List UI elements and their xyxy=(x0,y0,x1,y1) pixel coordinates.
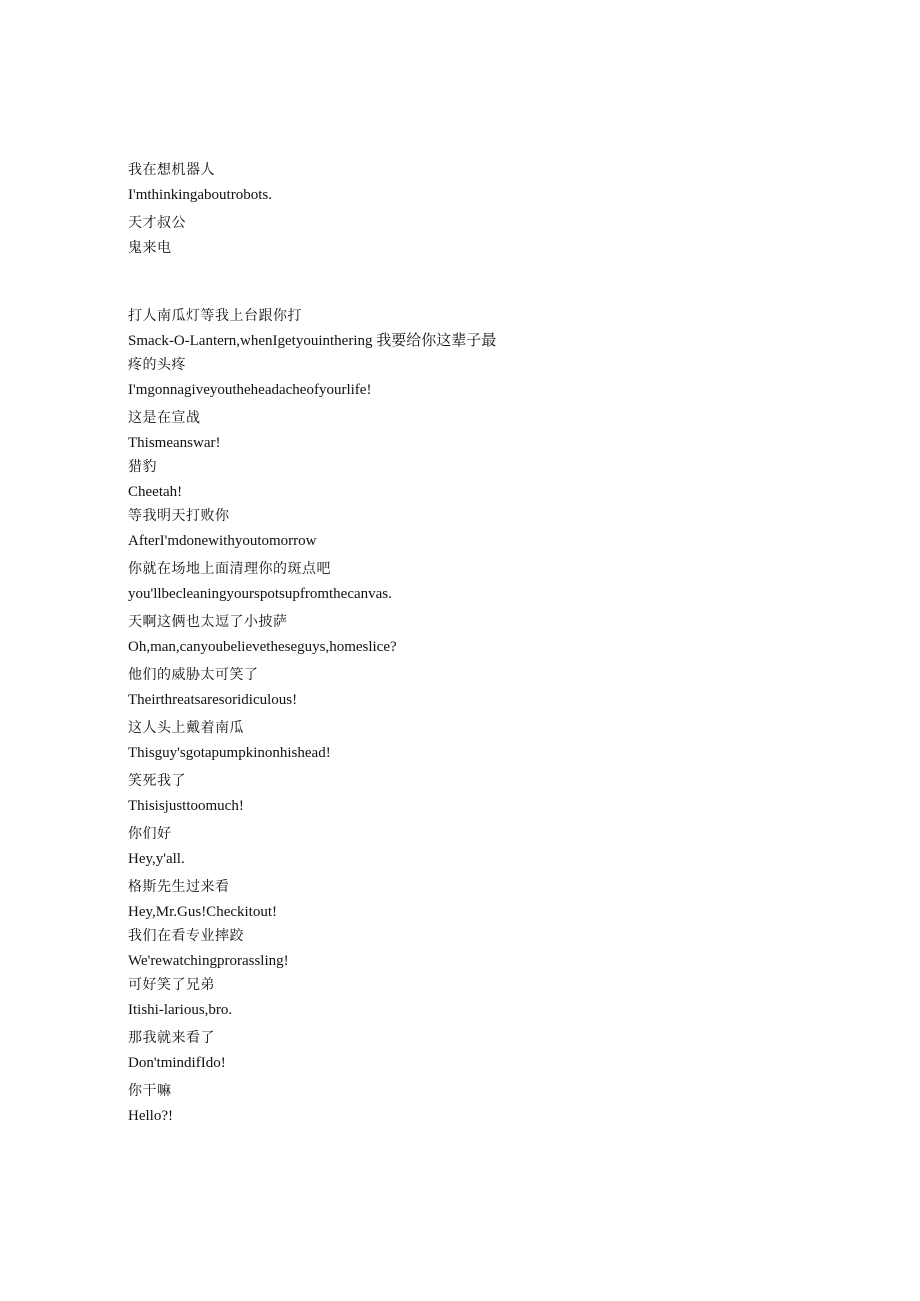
text-line: Itishi-larious,bro. xyxy=(128,1001,233,1018)
text-line: Theirthreatsaresoridiculous! xyxy=(128,691,298,708)
text-line: 打人南瓜灯等我上台跟你打 xyxy=(128,308,302,324)
text-line: 格斯先生过来看 xyxy=(128,879,230,895)
text-line: I'mthinkingaboutrobots. xyxy=(128,186,272,203)
text-line: Cheetah! xyxy=(128,483,183,500)
text-line: 这人头上戴着南瓜 xyxy=(128,720,244,736)
text-line: 可好笑了兄弟 xyxy=(128,977,215,993)
text-line: Hey,y'all. xyxy=(128,850,185,867)
subtitle-text-block xyxy=(128,158,548,1128)
text-line: 你就在场地上面清理你的斑点吧 xyxy=(128,561,331,577)
text-line: 他们的威胁太可笑了 xyxy=(128,667,259,683)
text-line: 疼的头疼 xyxy=(128,357,186,373)
text-line: 你们好 xyxy=(128,826,172,842)
text-line: Thismeanswar! xyxy=(128,434,221,451)
text-line: 笑死我了 xyxy=(128,773,186,789)
text-line: I'mgonnagiveyoutheheadacheofyourlife! xyxy=(128,381,372,398)
text-line: 猎豹 xyxy=(128,459,157,475)
text-line: 我们在看专业摔跤 xyxy=(128,928,244,944)
text-line: Hey,Mr.Gus!Checkitout! xyxy=(128,903,278,920)
text-line: Thisguy'sgotapumpkinonhishead! xyxy=(128,744,331,761)
text-line: Thisisjusttoomuch! xyxy=(128,797,244,814)
text-line: 我在想机器人 xyxy=(128,162,215,178)
text-line: you'llbecleaningyourspotsupfromthecanvas. xyxy=(128,585,392,602)
text-line: 等我明天打败你 xyxy=(128,508,230,524)
text-line: Smack-O-Lantern,whenIgetyouinthering 我要给你这辈子最 xyxy=(128,332,497,349)
text-line: 这是在宣战 xyxy=(128,410,201,426)
text-line: 天啊这俩也太逗了小披萨 xyxy=(128,614,288,630)
text-line: Don'tmindifIdo! xyxy=(128,1054,226,1071)
text-line: 你干嘛 xyxy=(128,1083,172,1099)
text-line: We'rewatchingprorassling! xyxy=(128,952,289,969)
text-line: Oh,man,canyoubelievetheseguys,homeslice? xyxy=(128,638,397,655)
text-line: Hello?! xyxy=(128,1107,173,1124)
text-line: 鬼来电 xyxy=(128,239,172,256)
text-line: 那我就来看了 xyxy=(128,1030,215,1046)
text-line: AfterI'mdonewithyoutomorrow xyxy=(128,532,317,549)
text-line: 天才叔公 xyxy=(128,215,186,231)
